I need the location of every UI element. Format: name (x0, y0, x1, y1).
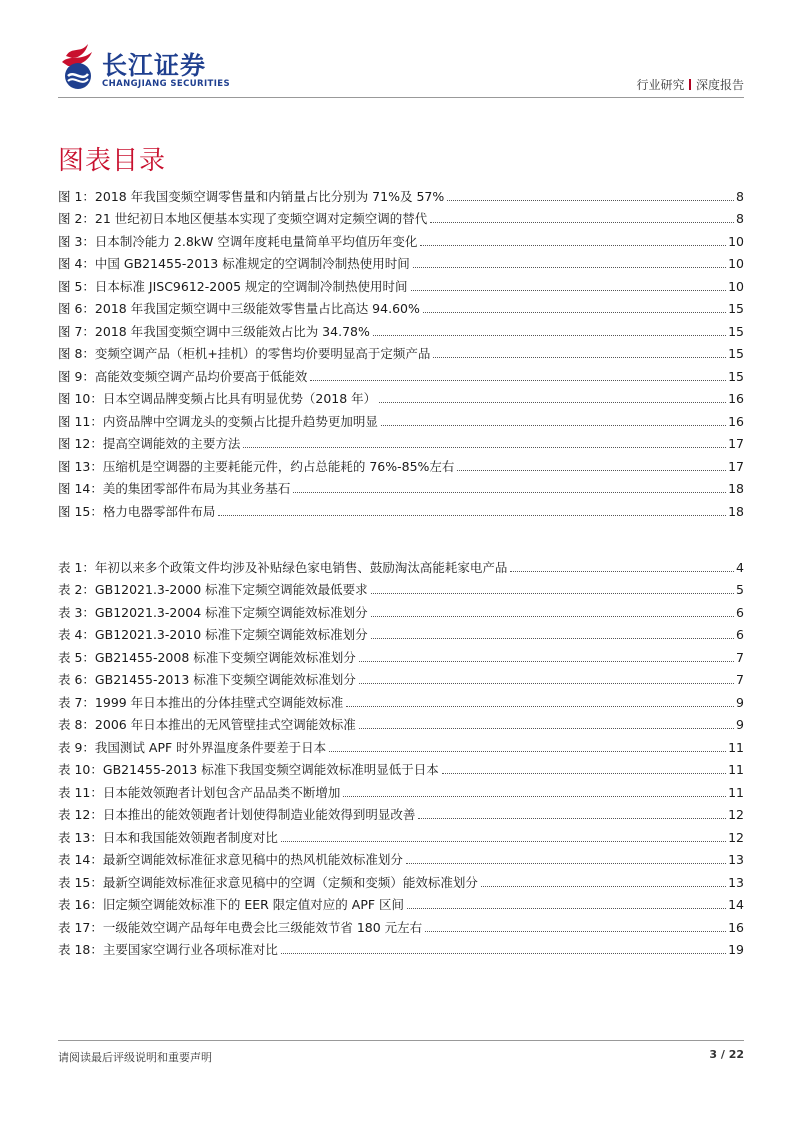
toc-leader-dots (481, 886, 726, 887)
toc-leader-dots (418, 818, 726, 819)
toc-figure-entry[interactable] (58, 407, 744, 430)
toc-figure-entry[interactable] (58, 227, 744, 250)
toc-entry-page: 11 (728, 739, 744, 755)
toc-leader-dots (310, 380, 726, 381)
toc-leader-dots (413, 267, 726, 268)
header-separator (689, 79, 691, 90)
toc-entry-page: 15 (728, 301, 744, 316)
toc-entry-label: 图 3：日本制冷能力 2.8kW 空调年度耗电量简单平均值历年变化 (58, 233, 418, 249)
toc-entry-label: 表 1：年初以来多个政策文件均涉及补贴绿色家电销售、鼓励淘汰高能耗家电产品 (58, 559, 508, 575)
toc-entry-label: 图 8：变频空调产品（柜机+挂机）的零售均价要明显高于定频产品 (58, 346, 431, 361)
toc-table-entry[interactable] (58, 936, 744, 959)
toc-entry-label: 表 7：1999 年日本推出的分体挂壁式空调能效标准 (58, 694, 344, 710)
toc-entry-label: 图 15：格力电器零部件布局 (58, 503, 216, 519)
toc-entry-label: 图 7：2018 年我国变频空调中三级能效占比为 34.78% (58, 323, 370, 339)
toc-entry-page: 19 (728, 942, 744, 957)
toc-entry-label: 图 6：2018 年我国定频空调中三级能效零售量占比高达 94.60% (58, 301, 420, 316)
toc-entry-page: 11 (728, 784, 744, 800)
toc-table-entry[interactable] (58, 576, 744, 599)
toc-entry-page: 13 (728, 852, 744, 867)
toc-leader-dots (510, 571, 734, 572)
toc-leader-dots (373, 335, 726, 336)
toc-figure-entry[interactable] (58, 250, 744, 273)
toc-figure-entry[interactable] (58, 497, 744, 520)
report-category: 行业研究 (636, 78, 685, 92)
toc-entry-page: 6 (736, 604, 744, 620)
toc-figure-entry[interactable] (58, 205, 744, 228)
toc-table-entry[interactable] (58, 801, 744, 824)
logo-emblem-icon (58, 40, 98, 92)
toc-entry-page: 12 (728, 829, 744, 845)
toc-leader-dots (293, 492, 726, 493)
toc-figure-entry[interactable] (58, 182, 744, 205)
toc-entry-page: 9 (736, 717, 744, 732)
toc-table-entry[interactable] (58, 553, 744, 576)
toc-table-entry[interactable] (58, 666, 744, 689)
toc-entry-page: 15 (728, 346, 744, 361)
toc-entry-label: 表 18：主要国家空调行业各项标准对比 (58, 942, 278, 957)
toc-entry-label: 图 4：中国 GB21455-2013 标准规定的空调制冷制热使用时间 (58, 256, 410, 271)
toc-entry-page: 8 (736, 211, 744, 226)
toc-leader-dots (423, 312, 726, 313)
toc-entry-page: 15 (728, 368, 744, 384)
toc-entry-page: 18 (728, 503, 744, 519)
toc-leader-dots (379, 402, 726, 403)
toc-entry-label: 图 12：提高空调能效的主要方法 (58, 436, 241, 451)
table-list (58, 553, 744, 958)
toc-leader-dots (433, 357, 726, 358)
toc-entry-label: 图 5：日本标准 JISC9612-2005 规定的空调制冷制热使用时间 (58, 278, 408, 294)
toc-entry-label: 图 13：压缩机是空调器的主要耗能元件，约占总能耗的 76%-85%左右 (58, 458, 455, 474)
toc-table-entry[interactable] (58, 688, 744, 711)
toc-entry-page: 11 (728, 762, 744, 777)
toc-entry-label: 表 5：GB21455-2008 标准下变频空调能效标准划分 (58, 649, 356, 665)
toc-leader-dots (447, 200, 734, 201)
toc-table-entry[interactable] (58, 846, 744, 869)
toc-entry-page: 18 (728, 481, 744, 496)
toc-entry-page: 15 (728, 323, 744, 339)
toc-leader-dots (381, 425, 726, 426)
toc-entry-label: 表 17：一级能效空调产品每年电费会比三级能效节省 180 元左右 (58, 919, 423, 935)
toc-table-entry[interactable] (58, 891, 744, 914)
toc-entry-page: 12 (728, 807, 744, 822)
logo-brand-cn: 长江证券 (102, 51, 207, 80)
toc-table-entry[interactable] (58, 823, 744, 846)
toc-leader-dots (359, 728, 734, 729)
toc-table-entry[interactable] (58, 913, 744, 936)
toc-entry-page: 4 (736, 559, 744, 575)
toc-entry-page: 10 (728, 278, 744, 294)
toc-entry-label: 表 3：GB12021.3-2004 标准下定频空调能效标准划分 (58, 604, 368, 620)
toc-table-entry[interactable] (58, 733, 744, 756)
toc-entry-label: 表 11：日本能效领跑者计划包含产品品类不断增加 (58, 784, 341, 800)
toc-entry-page: 6 (736, 627, 744, 642)
toc-entry-label: 表 13：日本和我国能效领跑者制度对比 (58, 829, 278, 845)
toc-entry-page: 17 (728, 436, 744, 451)
toc-entry-label: 表 15：最新空调能效标准征求意见稿中的空调（定频和变频）能效标准划分 (58, 874, 478, 890)
footer-divider (58, 1040, 744, 1041)
toc-entry-label: 图 14：美的集团零部件布局为其业务基石 (58, 481, 291, 496)
toc-leader-dots (430, 222, 734, 223)
toc-leader-dots (420, 245, 726, 246)
report-kind: 深度报告 (695, 78, 744, 92)
toc-entry-page: 7 (736, 672, 744, 687)
footer-disclaimer[interactable]: 请阅读最后评级说明和重要声明 (58, 1051, 212, 1064)
toc-entry-label: 图 2：21 世纪初日本地区便基本实现了变频空调对定频空调的替代 (58, 211, 428, 226)
toc-figure-entry[interactable] (58, 385, 744, 408)
toc-entry-page: 14 (728, 897, 744, 912)
toc-entry-page: 9 (736, 694, 744, 710)
toc-table-entry[interactable] (58, 868, 744, 891)
toc-entry-page: 10 (728, 256, 744, 271)
logo-brand-en: CHANGJIANG SECURITIES (102, 79, 231, 89)
toc-entry-page: 7 (736, 649, 744, 665)
toc-leader-dots (281, 841, 726, 842)
toc-entry-label: 表 6：GB21455-2013 标准下变频空调能效标准划分 (58, 672, 356, 687)
toc-title: 图表目录 (58, 146, 167, 176)
toc-entry-label: 图 9：高能效变频空调产品均价要高于低能效 (58, 368, 308, 384)
page-number: 3 / 22 (709, 1048, 744, 1061)
toc-entry-page: 16 (728, 919, 744, 935)
toc-figure-entry[interactable] (58, 362, 744, 385)
toc-leader-dots (442, 773, 726, 774)
toc-figure-entry[interactable] (58, 295, 744, 318)
toc-figure-entry[interactable] (58, 272, 744, 295)
toc-leader-dots (218, 515, 726, 516)
toc-entry-label: 表 16：旧定频空调能效标准下的 EER 限定值对应的 APF 区间 (58, 897, 405, 912)
toc-entry-page: 13 (728, 874, 744, 890)
report-type (636, 76, 744, 93)
toc-table-entry[interactable] (58, 598, 744, 621)
toc-table-entry[interactable] (58, 756, 744, 779)
toc-entry-label: 图 1：2018 年我国变频空调零售量和内销量占比分别为 71%及 57% (58, 188, 445, 204)
toc-table-entry[interactable] (58, 621, 744, 644)
toc-leader-dots (243, 447, 726, 448)
toc-leader-dots (346, 706, 734, 707)
toc-leader-dots (371, 638, 734, 639)
toc-figure-entry[interactable] (58, 452, 744, 475)
toc-entry-page: 16 (728, 391, 744, 406)
toc-figure-entry[interactable] (58, 475, 744, 498)
toc-leader-dots (425, 931, 726, 932)
toc-entry-page: 8 (736, 188, 744, 204)
toc-entry-label: 图 10：日本空调品牌变频占比具有明显优势（2018 年） (58, 391, 377, 406)
toc-table-entry[interactable] (58, 643, 744, 666)
toc-table-entry[interactable] (58, 778, 744, 801)
toc-leader-dots (411, 290, 727, 291)
toc-leader-dots (406, 863, 726, 864)
toc-leader-dots (407, 908, 726, 909)
toc-entry-page: 5 (736, 582, 744, 597)
toc-entry-label: 图 11：内资品牌中空调龙头的变频占比提升趋势更加明显 (58, 413, 378, 429)
toc-entry-label: 表 4：GB12021.3-2010 标准下定频空调能效标准划分 (58, 627, 368, 642)
header-divider (58, 97, 744, 98)
toc-entry-label: 表 9：我国测试 APF 时外界温度条件要差于日本 (58, 739, 327, 755)
toc-entry-label: 表 12：日本推出的能效领跑者计划使得制造业能效得到明显改善 (58, 807, 416, 822)
toc-entry-page: 10 (728, 233, 744, 249)
toc-entry-label: 表 8：2006 年日本推出的无风管壁挂式空调能效标准 (58, 717, 356, 732)
toc-leader-dots (359, 661, 734, 662)
toc-leader-dots (371, 593, 734, 594)
toc-entry-label: 表 10：GB21455-2013 标准下我国变频空调能效标准明显低于日本 (58, 762, 439, 777)
toc-entry-page: 17 (728, 458, 744, 474)
toc-figure-entry[interactable] (58, 317, 744, 340)
toc-leader-dots (343, 796, 726, 797)
toc-table-entry[interactable] (58, 711, 744, 734)
toc-leader-dots (371, 616, 734, 617)
figure-list (58, 182, 744, 520)
toc-leader-dots (281, 953, 726, 954)
company-logo (58, 40, 248, 98)
toc-figure-entry[interactable] (58, 430, 744, 453)
toc-leader-dots (457, 470, 726, 471)
toc-figure-entry[interactable] (58, 340, 744, 363)
toc-leader-dots (329, 751, 726, 752)
toc-leader-dots (359, 683, 734, 684)
page-header (0, 0, 802, 100)
toc-entry-label: 表 2：GB12021.3-2000 标准下定频空调能效最低要求 (58, 582, 368, 597)
toc-entry-label: 表 14：最新空调能效标准征求意见稿中的热风机能效标准划分 (58, 852, 403, 867)
toc-entry-page: 16 (728, 413, 744, 429)
